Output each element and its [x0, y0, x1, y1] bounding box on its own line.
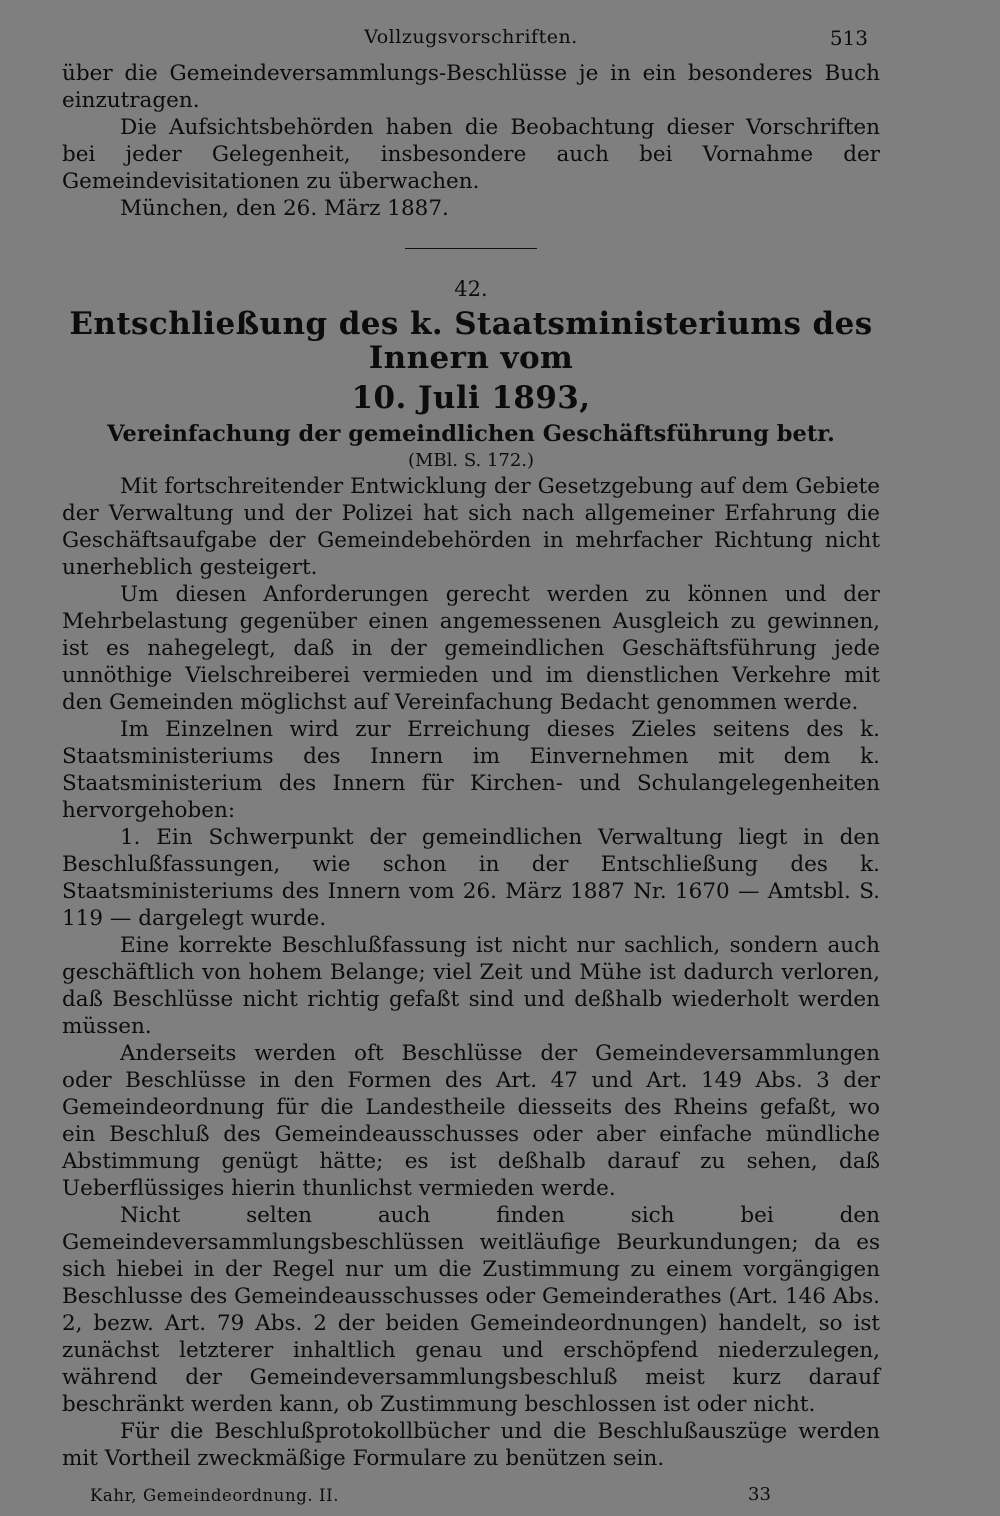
page-number: 513	[829, 26, 868, 50]
body-paragraph: Nicht selten auch finden sich bei den Gemeindeversammlungsbeschlüssen weitläufige Beurkundungen; da es sich hiebei in der Regel nur um die Zustimmung zu einem vorgängigen Beschlusse des Gemeindeausschusses oder Gemeinderathes (Art. 146 Abs. 2, bezw. Art. 79 Abs. 2 der beiden Gemeindeordnungen) handelt, so ist zunächst letzterer inhaltlich genau und erschöpfend niederzulegen, während der Gemeindeversammlungsbeschluß meist kurz darauf beschränkt werden kann, ob Zustimmung beschlossen ist oder nicht.	[62, 1203, 880, 1417]
section-divider-rule	[405, 248, 537, 249]
running-head-title: Vollzugsvorschriften.	[364, 26, 578, 48]
body-paragraph: Um diesen Anforderungen gerecht werden zu können und der Mehrbelastung gegenüber einen angemessenen Ausgleich zu gewinnen, ist es nahegelegt, daß in der gemeindlichen Geschäftsführung jede unnöthige Vielschreiberei vermieden und im dienstlichen Verkehre mit den Gemeinden möglichst auf Vereinfachung Bedacht genommen werde.	[62, 582, 880, 715]
section-reference: (MBl. S. 172.)	[407, 450, 535, 471]
section-heading-line-2: 10. Juli 1893,	[351, 380, 591, 416]
page-footer	[62, 1486, 880, 1516]
body-paragraph: Anderseits werden oft Beschlüsse der Gemeindeversammlungen oder Beschlüsse in den Formen des Art. 47 und Art. 149 Abs. 3 der Gemeindeordnung für die Landestheile diesseits des Rheins gefaßt, wo ein Beschluß des Gemeindeausschusses oder aber einfache mündliche Abstimmung genügt hätte; es ist deßhalb darauf zu sehen, daß Ueberflüssiges hierin thunlichst vermieden werde.	[62, 1041, 880, 1201]
continuation-paragraph: über die Gemeindeversammlungs-Beschlüsse je in ein besonderes Buch einzutragen.	[62, 61, 880, 113]
running-head	[62, 26, 880, 60]
continuation-paragraph: Die Aufsichtsbehörden haben die Beobachtung dieser Vorschriften bei jeder Gelegenheit, insbesondere auch bei Vornahme der Gemeindevisitationen zu überwachen.	[62, 115, 880, 194]
footer-source: Kahr, Gemeindeordnung. II.	[90, 1486, 340, 1505]
signature-mark: 33	[748, 1484, 771, 1505]
section-number: 42.	[454, 277, 488, 301]
body-paragraph: Eine korrekte Beschlußfassung ist nicht nur sachlich, sondern auch geschäftlich von hohem Belange; viel Zeit und Mühe ist dadurch verloren, daß Beschlüsse nicht richtig gefaßt sind und deßhalb wiederholt werden müssen.	[62, 933, 880, 1039]
section-subheading: Vereinfachung der gemeindlichen Geschäftsführung betr.	[107, 421, 835, 447]
body-paragraph: Für die Beschlußprotokollbücher und die Beschlußauszüge werden mit Vortheil zweckmäßige Formulare zu benützen sein.	[62, 1419, 880, 1471]
dateline: München, den 26. März 1887.	[120, 196, 449, 221]
page	[62, 26, 880, 1516]
body-paragraph-numbered: 1. Ein Schwerpunkt der gemeindlichen Verwaltung liegt in den Beschlußfassungen, wie schon in der Entschließung des k. Staatsministeriums des Innern vom 26. März 1887 Nr. 1670 — Amtsbl. S. 119 — dargelegt wurde.	[62, 825, 880, 931]
section-heading-line-1: Entschließung des k. Staatsministeriums des Innern vom	[69, 306, 873, 376]
body-paragraph: Im Einzelnen wird zur Erreichung dieses Zieles seitens des k. Staatsministeriums des Innern im Einvernehmen mit dem k. Staatsministerium des Innern für Kirchen- und Schulangelegenheiten hervorgehoben:	[62, 717, 880, 823]
body-paragraph: Mit fortschreitender Entwicklung der Gesetzgebung auf dem Gebiete der Verwaltung und der Polizei hat sich nach allgemeiner Erfahrung die Geschäftsaufgabe der Gemeindebehörden in mehrfacher Richtung nicht unerheblich gesteigert.	[62, 474, 880, 580]
